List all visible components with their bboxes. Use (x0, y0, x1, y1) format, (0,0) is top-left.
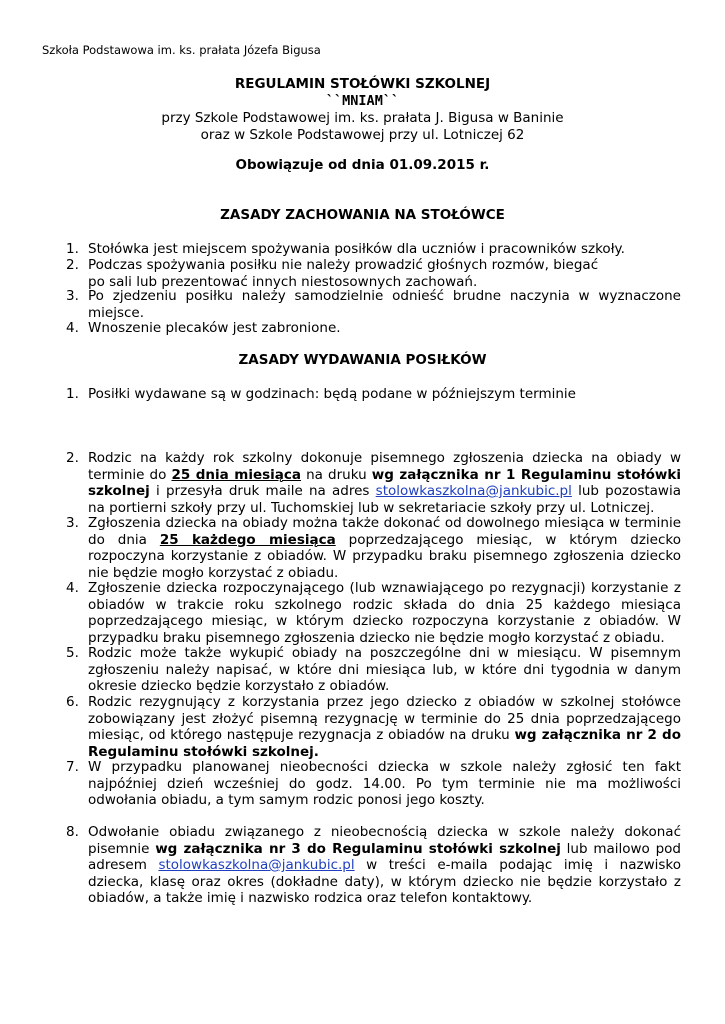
list-item (66, 824, 681, 907)
annex-reference: wg załącznika nr 3 do Regulaminu stołówki szkolnej (155, 840, 561, 857)
document-title: REGULAMIN STOŁÓWKI SZKOLNEJ (234, 76, 491, 92)
list-item (66, 694, 681, 760)
title-address-line: oraz w Szkole Podstawowej przy ul. Lotniczej 62 (200, 127, 525, 143)
text-run: lub mailowo pod adresem (88, 840, 681, 873)
text-run: w treści e-maila podając imię i nazwisko dziecka, klasę oraz okres (dokładne daty), w którym dziecko nie będzie korzystało z obiadów, a także imię i nazwisko rodzica oraz telefon kontaktowy. (88, 857, 681, 906)
list-number: 1. (66, 241, 79, 257)
list-number: 1. (66, 386, 79, 402)
list-item-text: Podczas spożywania posiłku nie należy prowadzić głośnych rozmów, biegać (88, 257, 599, 273)
list-number: 7. (66, 759, 79, 775)
page-header: Szkoła Podstawowa im. ks. prałata Józefa Bigusa (42, 43, 321, 57)
text-run: na druku (301, 466, 372, 483)
deadline-text: 25 każdego miesiąca (159, 531, 336, 548)
canteen-name: ``MNIAM`` (325, 93, 400, 109)
list-item (66, 241, 681, 258)
list-number: 6. (66, 694, 79, 710)
text-run: Rodzic rezygnujący z korzystania przez jego dziecko z obiadów w szkolnej stołówce zobowiązany jest złożyć pisemną rezygnację w terminie do 25 dnia poprzedzającego miesiąc, od którego następuje rezygnacja z obiadów na druku (88, 694, 681, 743)
list-item-text: po sali lub prezentować innych niestosownych zachowań. (88, 273, 478, 290)
list-number: 5. (66, 645, 79, 661)
list-number: 2. (66, 257, 79, 273)
annex-reference: wg załącznika nr 1 Regulaminu stołówki szkolnej (88, 466, 681, 499)
list-number: 2. (66, 450, 79, 466)
list-item-text: Posiłki wydawane są w godzinach: będą podane w późniejszym terminie (88, 386, 576, 402)
section-heading-meals: ZASADY WYDAWANIA POSIŁKÓW (238, 352, 487, 368)
list-item-text: Zgłoszenie dziecka rozpoczynającego (lub wznawiającego po rezygnacji) korzystanie z obiadów w trakcie roku szkolnego rodzic składa do dnia 25 każdego miesiąca poprzedzającego miesiąc, w którym dziecko rozpoczyna korzystanie z obiadów. W przypadku braku pisemnego zgłoszenia dziecko nie będzie mogło korzystać z obiadu. (88, 580, 681, 646)
list-item (66, 759, 681, 809)
text-run: lub pozostawia na portierni szkoły przy ul. Tuchomskiej lub w sekretariacie szkoły przy ul. Lotniczej. (88, 483, 681, 516)
list-item (66, 386, 681, 403)
list-item-text: Po zjedzeniu posiłku należy samodzielnie odnieść brudne naczynia w wyznaczone miejsce. (88, 288, 681, 321)
list-item-text: W przypadku planowanej nieobecności dziecka w szkole należy zgłosić ten fakt najpóźniej dzień wcześniej do godz. 14.00. Po tym terminie nie ma możliwości odwołania obiadu, a tym samym rodzic ponosi jego koszty. (88, 759, 681, 808)
list-item (66, 320, 681, 337)
deadline-text: 25 dnia miesiąca (171, 466, 302, 483)
effective-date: Obowiązuje od dnia 01.09.2015 r. (235, 157, 490, 173)
list-item (66, 450, 681, 516)
list-number: 8. (66, 824, 79, 840)
list-number: 3. (66, 515, 79, 531)
list-item-text: Rodzic może także wykupić obiady na poszczególne dni w miesiącu. W pisemnym zgłoszeniu należy napisać, w które dni miesiąca lub, w które dni tygodnia w danym okresie dziecko będzie korzystało z obiadów. (88, 645, 681, 694)
list-item (66, 580, 681, 646)
list-item (66, 288, 681, 321)
list-item-text: Wnoszenie plecaków jest zabronione. (88, 320, 341, 336)
text-run: Rodzic na każdy rok szkolny dokonuje pisemnego zgłoszenia dziecka na obiady w terminie do (88, 450, 681, 483)
list-item-text: Stołówka jest miejscem spożywania posiłków dla uczniów i pracowników szkoły. (88, 241, 625, 257)
text-run: Zgłoszenia dziecka na obiady można także dokonać od dowolnego miesiąca w terminie do dnia (88, 515, 681, 548)
list-item (66, 515, 681, 581)
annex-reference: wg załącznika nr 2 do Regulaminu stołówki szkolnej. (88, 727, 681, 760)
list-number: 4. (66, 320, 79, 336)
list-item (66, 645, 681, 695)
text-run: poprzedzającego miesiąc, w którym dziecko rozpoczyna korzystanie z obiadów. W przypadku braku pisemnego zgłoszenia dziecko nie będzie mogło korzystać z obiadu. (88, 531, 681, 581)
section-heading-behavior: ZASADY ZACHOWANIA NA STOŁÓWCE (220, 207, 505, 223)
list-number: 3. (66, 288, 79, 304)
email-link[interactable]: stolowkaszkolna@jankubic.pl (375, 483, 572, 499)
title-school-line: przy Szkole Podstawowej im. ks. prałata J. Bigusa w Baninie (161, 110, 564, 126)
list-item (66, 257, 681, 290)
list-number: 4. (66, 580, 79, 596)
email-link[interactable]: stolowkaszkolna@jankubic.pl (158, 857, 355, 873)
text-run: i przesyła druk maile na adres (149, 483, 376, 499)
text-run: Odwołanie obiadu związanego z nieobecnością dziecka w szkole należy dokonać pisemnie (88, 824, 681, 857)
